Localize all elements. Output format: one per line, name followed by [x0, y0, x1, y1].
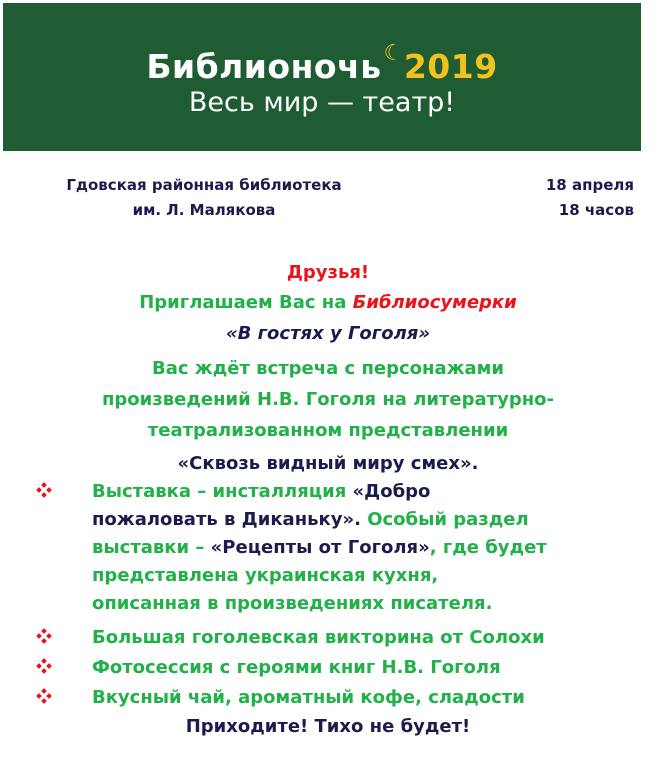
event-title: «В гостях у Гоголя» [225, 323, 431, 344]
list-item-continued [0, 506, 656, 534]
event-time: 18 часов [558, 201, 634, 219]
four-diamond-bullet-icon [36, 658, 52, 674]
bullet-1-line-1 [92, 478, 430, 506]
library-name [14, 173, 394, 223]
bullet-1-line-5: описанная в произведениях писателя. [92, 593, 493, 614]
description-line-1: Вас ждёт встреча с персонажами [152, 358, 504, 379]
bullet-1-line-4: представлена украинская кухня, [92, 565, 439, 586]
invite-line [0, 288, 656, 318]
list-item [0, 654, 656, 682]
invite-prefix: Приглашаем Вас на [139, 292, 353, 313]
event-datetime [500, 173, 634, 223]
list-item-continued [0, 562, 656, 590]
list-item [0, 478, 656, 506]
bullet-1-line-3 [92, 534, 547, 562]
bullet-text: Выставка – инсталляция [92, 481, 353, 502]
list-item-continued [0, 590, 656, 618]
bullet-4-text: Вкусный чай, ароматный кофе, сладости [92, 687, 525, 708]
four-diamond-bullet-icon [36, 688, 52, 704]
event-brand: Библионочь [146, 47, 382, 86]
bullet-2-text: Большая гоголевская викторина от Солохи [92, 627, 545, 648]
library-line-2: им. Л. Малякова [132, 201, 276, 219]
list-item [0, 624, 656, 652]
bullet-text: «Рецепты от Гоголя» [210, 537, 430, 558]
crescent-moon-icon: ☾ [383, 41, 404, 66]
description-line-2: произведений Н.В. Гоголя на литературно- [101, 389, 554, 410]
bullet-3-text: Фотосессия с героями книг Н.В. Гоголя [92, 657, 501, 678]
banner-subtitle: Весь мир — театр! [188, 87, 456, 118]
closing-line: Приходите! Тихо не будет! [185, 716, 471, 737]
bullet-text: , где будет [429, 537, 547, 558]
event-name: Библиосумерки [352, 292, 517, 313]
banner-title [3, 41, 641, 86]
four-diamond-bullet-icon [36, 628, 52, 644]
description-line-3: театрализованном представлении [147, 420, 509, 441]
bullet-text: Особый раздел [360, 509, 529, 530]
greeting: Друзья! [286, 262, 370, 283]
list-item [0, 684, 656, 712]
list-item-continued [0, 534, 656, 562]
four-diamond-bullet-icon [36, 482, 52, 498]
event-date: 18 апреля [545, 176, 634, 194]
header-banner [3, 3, 641, 151]
event-year: 2019 [403, 47, 498, 86]
bullet-1-line-2 [92, 506, 529, 534]
show-title: «Сквозь видный миру смех». [177, 453, 479, 474]
bullet-text: пожаловать в Диканьку». [92, 509, 361, 530]
bullet-text: выставки – [92, 537, 211, 558]
bullet-text: «Добро [352, 481, 431, 502]
library-line-1: Гдовская районная библиотека [66, 176, 342, 194]
